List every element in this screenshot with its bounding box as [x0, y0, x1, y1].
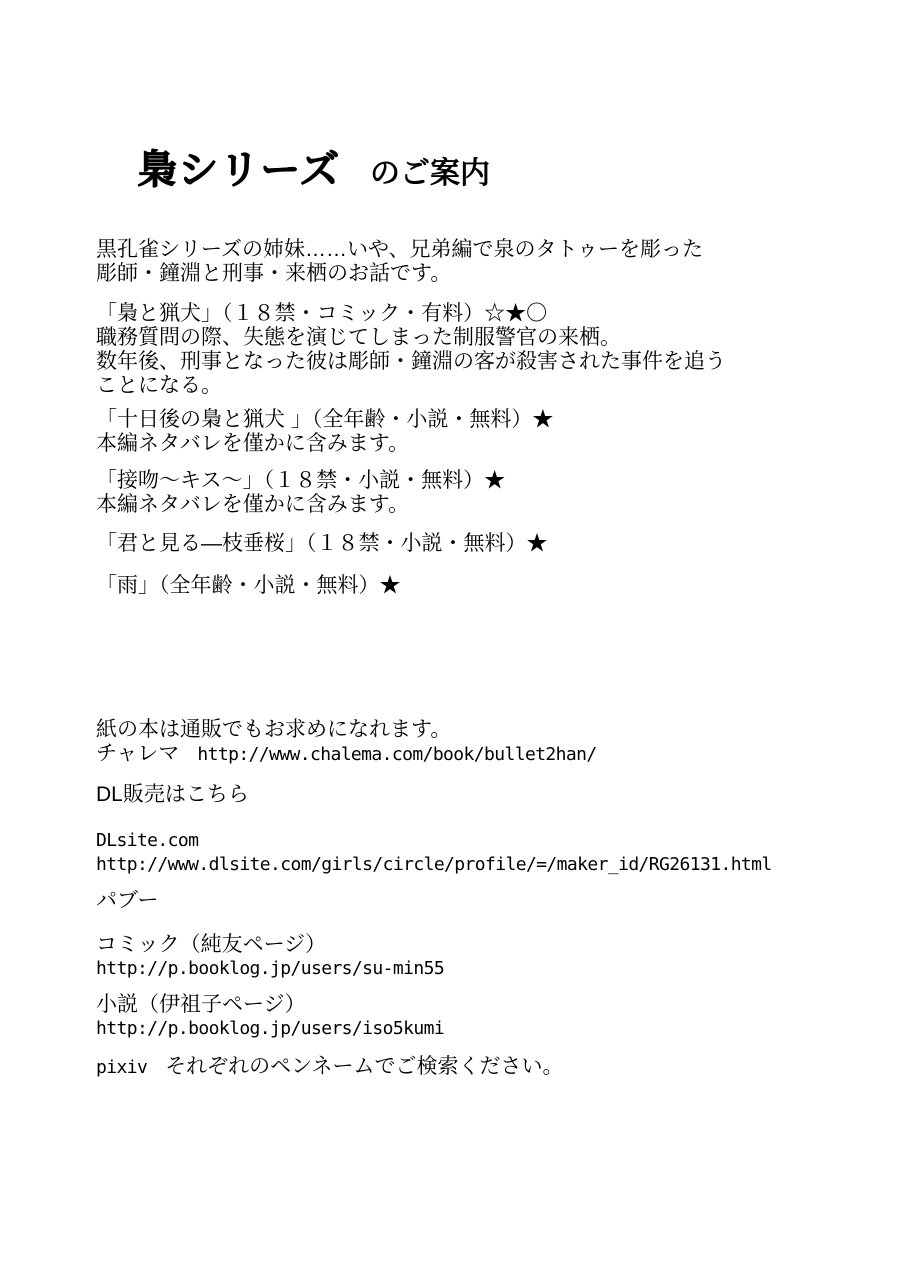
work-entry-rain — [96, 574, 850, 598]
comic-page-section — [96, 933, 850, 981]
work-description-line: ことになる。 — [96, 374, 222, 397]
dlsite-section — [96, 829, 850, 877]
chalema-label: チャレマ — [96, 742, 180, 765]
work-title: 「梟と猟犬」（１８禁・コミック・有料）☆★〇 — [96, 302, 548, 325]
work-description-line: 本編ネタバレを僅かに含みます。 — [96, 432, 410, 455]
work-description-line: 本編ネタバレを僅かに含みます。 — [96, 493, 410, 516]
work-description-line: 職務質問の際、失態を演じてしまった制服警官の来栖。 — [96, 326, 621, 349]
chalema-url-text: http://www.chalema.com/book/bullet2han/ — [197, 744, 597, 765]
work-title: 「君と見る―枝垂桜」（１８禁・小説・無料）★ — [96, 532, 548, 555]
intro-line-2: 彫師・鐘淵と刑事・来栖のお話です。 — [96, 262, 452, 285]
work-title: 「十日後の梟と猟犬 」（全年齢・小説・無料）★ — [96, 408, 554, 431]
intro-line-1: 黒孔雀シリーズの姉妹……いや、兄弟編で泉のタトゥーを彫った — [96, 238, 704, 261]
work-title: 「接吻～キス～」（１８禁・小説・無料）★ — [96, 469, 506, 492]
series-title-suffix: のご案内 — [370, 157, 490, 190]
comic-page-label: コミック（純友ページ） — [96, 933, 327, 956]
dl-sales-heading: DL販売はこちら — [96, 783, 249, 806]
novel-url-text: http://p.booklog.jp/users/iso5kumi — [96, 1018, 445, 1039]
work-description-line: 数年後、刑事となった彼は彫師・鐘淵の客が殺害された事件を追う — [96, 350, 726, 373]
work-entry-weeping-cherry — [96, 532, 850, 556]
work-entry-ten-days-later — [96, 408, 850, 456]
mail-order-note: 紙の本は通販でもお求めになれます。 — [96, 718, 452, 741]
pixiv-note: それぞれのペンネームでご検索ください。 — [165, 1055, 564, 1078]
puboo-section — [96, 889, 850, 913]
series-intro — [96, 238, 850, 286]
chalema-line — [96, 742, 850, 767]
page-title — [137, 146, 850, 194]
dl-sales-heading-section — [96, 783, 850, 807]
pixiv-line — [96, 1055, 850, 1080]
puboo-label: パブー — [96, 889, 159, 912]
series-title: 梟シリーズ — [137, 146, 340, 193]
pixiv-section — [96, 1055, 850, 1080]
pixiv-label: pixiv — [96, 1057, 148, 1078]
mail-order-section — [96, 718, 850, 767]
novel-page-section — [96, 993, 850, 1041]
dlsite-url-text: http://www.dlsite.com/girls/circle/profile/=/maker_id/RG26131.html — [96, 854, 772, 875]
work-title: 「雨」（全年齢・小説・無料）★ — [96, 574, 401, 597]
novel-page-label: 小説（伊祖子ページ） — [96, 993, 306, 1016]
dlsite-label: DLsite.com — [96, 830, 199, 851]
work-entry-kiss — [96, 469, 850, 517]
comic-url-text: http://p.booklog.jp/users/su-min55 — [96, 958, 445, 979]
work-entry-owl-and-hound — [96, 302, 850, 398]
